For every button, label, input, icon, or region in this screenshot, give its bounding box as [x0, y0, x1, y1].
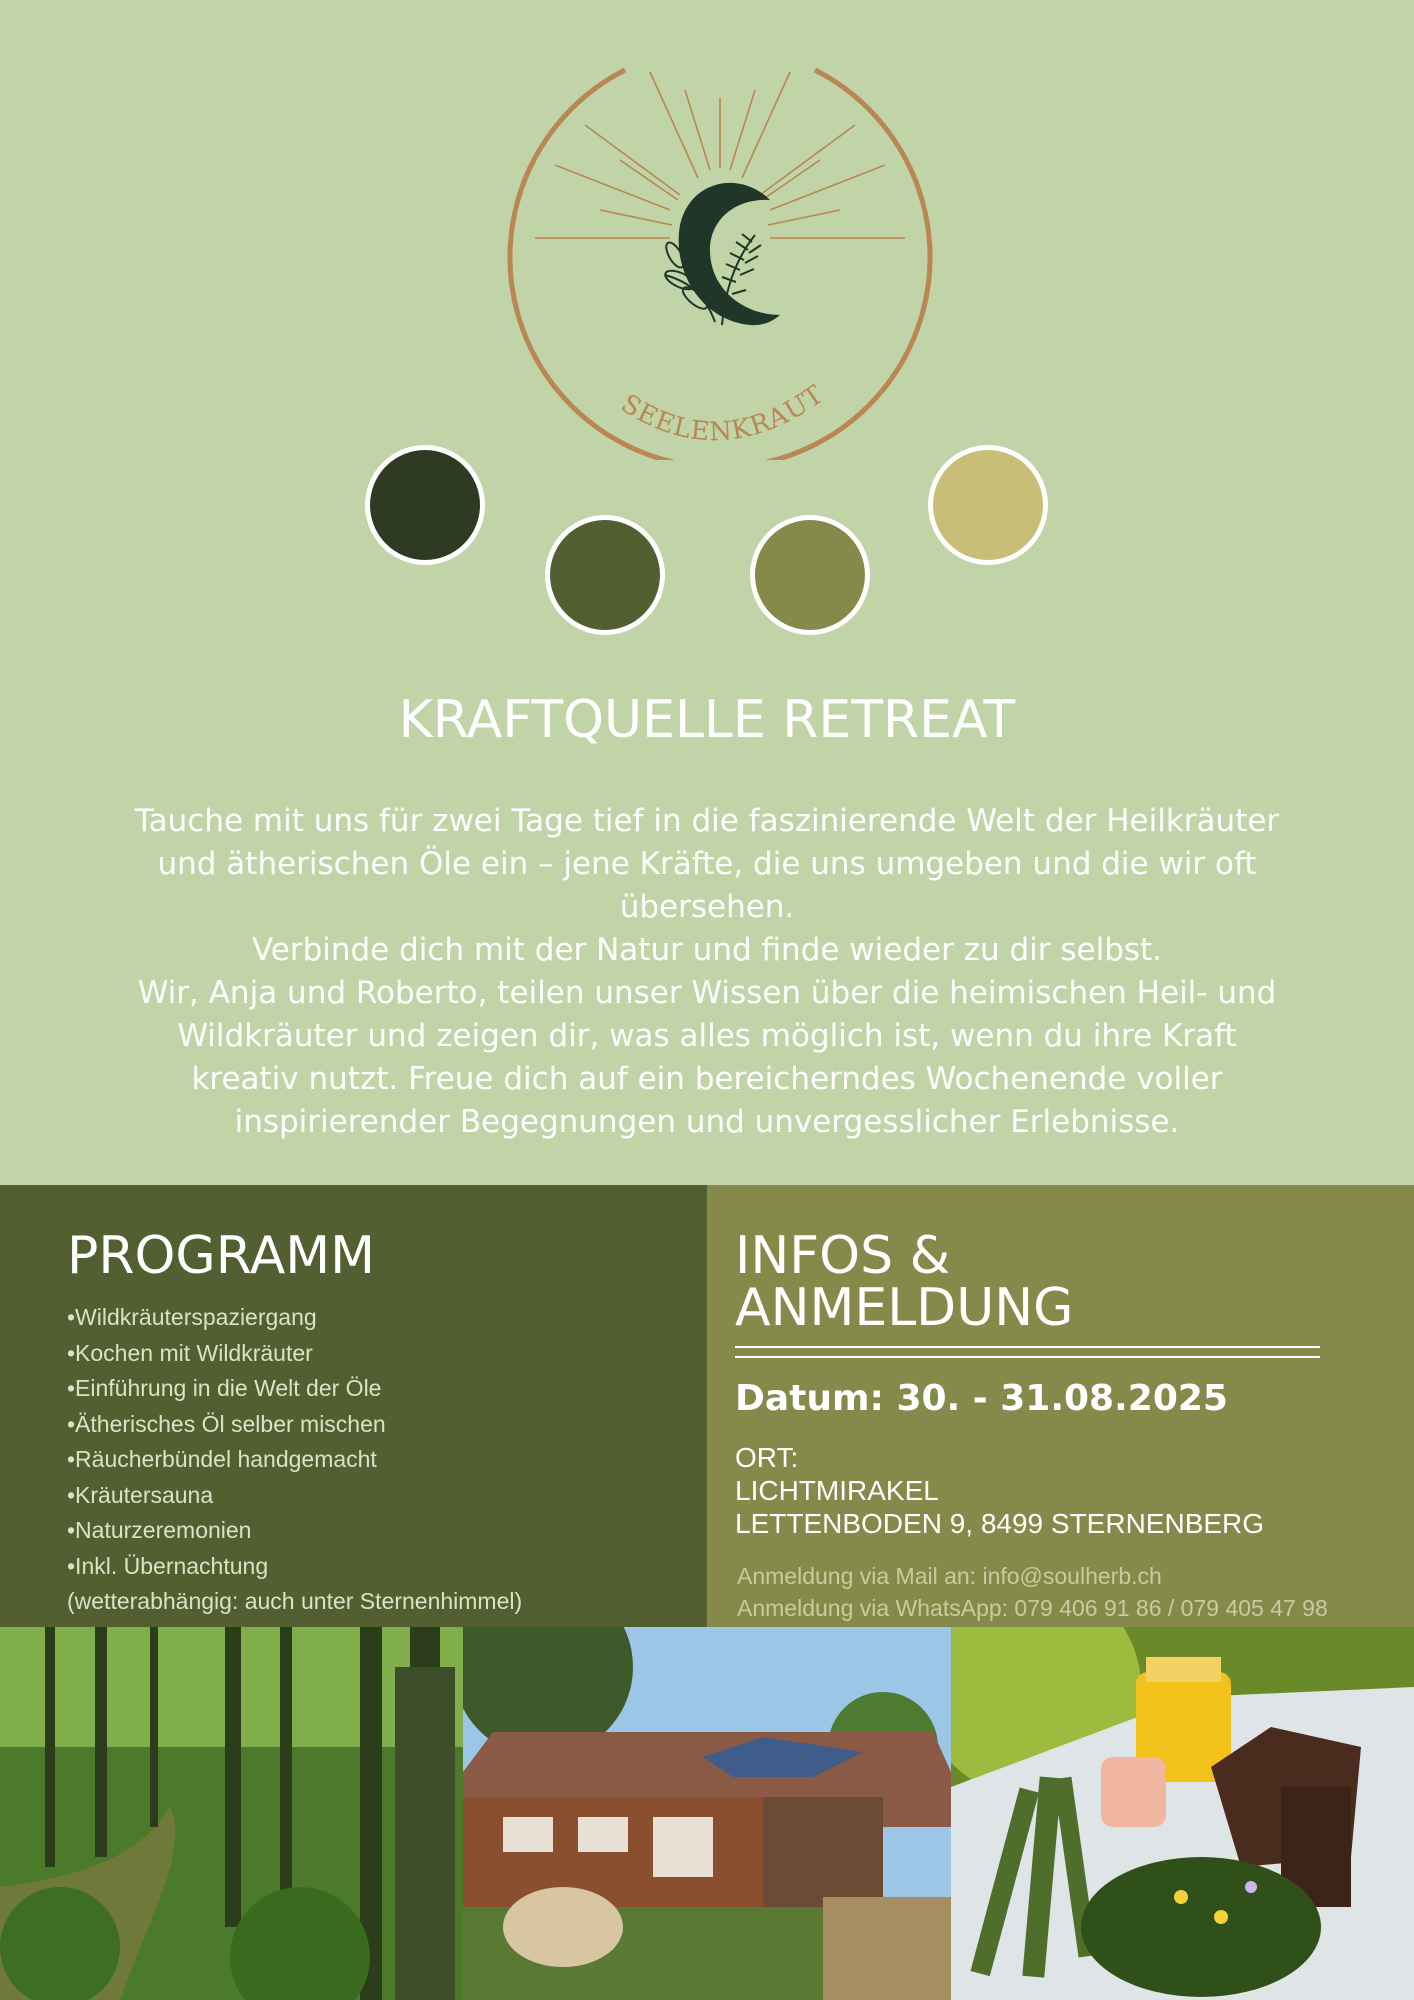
- registration-contact: [735, 1560, 1414, 1624]
- infos-heading-line1: INFOS &: [735, 1226, 951, 1286]
- herbs-honey-photo: [951, 1627, 1414, 2000]
- intro-paragraph-3: Wir, Anja und Roberto, teilen unser Wissen über die heimischen Heil- und Wildkräuter und zeigen dir, was alles möglich ist, wenn du ihre Kraft kreativ nutzt. Freue dich auf ein bereicherndes Wochenende voller inspirierender Begegnungen und unvergesslicher Erlebnisse.: [137, 975, 1277, 1140]
- swatch-olive-green: [545, 515, 665, 635]
- location-name: LICHTMIRAKEL: [735, 1475, 939, 1506]
- event-location: [735, 1441, 1414, 1540]
- programm-item: •Räucherbündel handgemacht: [67, 1446, 377, 1472]
- event-date: Datum: 30. - 31.08.2025: [735, 1378, 1228, 1419]
- programm-list: [67, 1300, 707, 1620]
- programm-item: •Inkl. Übernachtung: [67, 1552, 269, 1579]
- registration-mail[interactable]: Anmeldung via Mail an: info@soulherb.ch: [737, 1563, 1162, 1589]
- programm-item: •Kräutersauna: [67, 1481, 214, 1508]
- programm-item: •Wildkräuterspaziergang: [67, 1304, 317, 1330]
- seelenkraut-logo: [500, 60, 940, 460]
- location-label: ORT:: [735, 1442, 799, 1473]
- swatch-dark-green: [365, 445, 485, 565]
- double-divider: [735, 1346, 1320, 1358]
- forest-path-photo: [0, 1627, 463, 2000]
- programm-item: •Einführung in die Welt der Öle: [67, 1375, 382, 1401]
- swatch-sand: [928, 445, 1048, 565]
- programm-item: •Naturzeremonien: [67, 1517, 252, 1543]
- programm-heading: PROGRAMM: [67, 1226, 376, 1286]
- logo-text: SEELENKRAUT: [615, 379, 830, 448]
- programm-item: (wetterabhängig: auch unter Sternenhimmel): [67, 1588, 523, 1614]
- programm-panel: [0, 1185, 707, 1627]
- registration-whatsapp[interactable]: Anmeldung via WhatsApp: 079 406 91 86 / 079 405 47 98: [737, 1595, 1328, 1621]
- swatch-moss-green: [750, 515, 870, 635]
- programm-item: •Ätherisches Öl selber mischen: [67, 1410, 386, 1437]
- intro-text: [120, 800, 1294, 1144]
- location-address: LETTENBODEN 9, 8499 STERNENBERG: [735, 1508, 1265, 1539]
- intro-paragraph-2: Verbinde dich mit der Natur und finde wieder zu dir selbst.: [251, 932, 1163, 968]
- farmhouse-photo: [463, 1627, 951, 2000]
- infos-heading-line2: ANMELDUNG: [735, 1278, 1074, 1338]
- intro-paragraph-1: Tauche mit uns für zwei Tage tief in die faszinierende Welt der Heilkräuter und ätherischen Öle ein – jene Kräfte, die uns umgeben und die wir oft übersehen.: [134, 803, 1280, 925]
- infos-heading: [735, 1226, 1414, 1338]
- page-title: KRAFTQUELLE RETREAT: [398, 690, 1016, 750]
- infos-panel: [707, 1185, 1414, 1627]
- programm-item: •Kochen mit Wildkräuter: [67, 1339, 313, 1366]
